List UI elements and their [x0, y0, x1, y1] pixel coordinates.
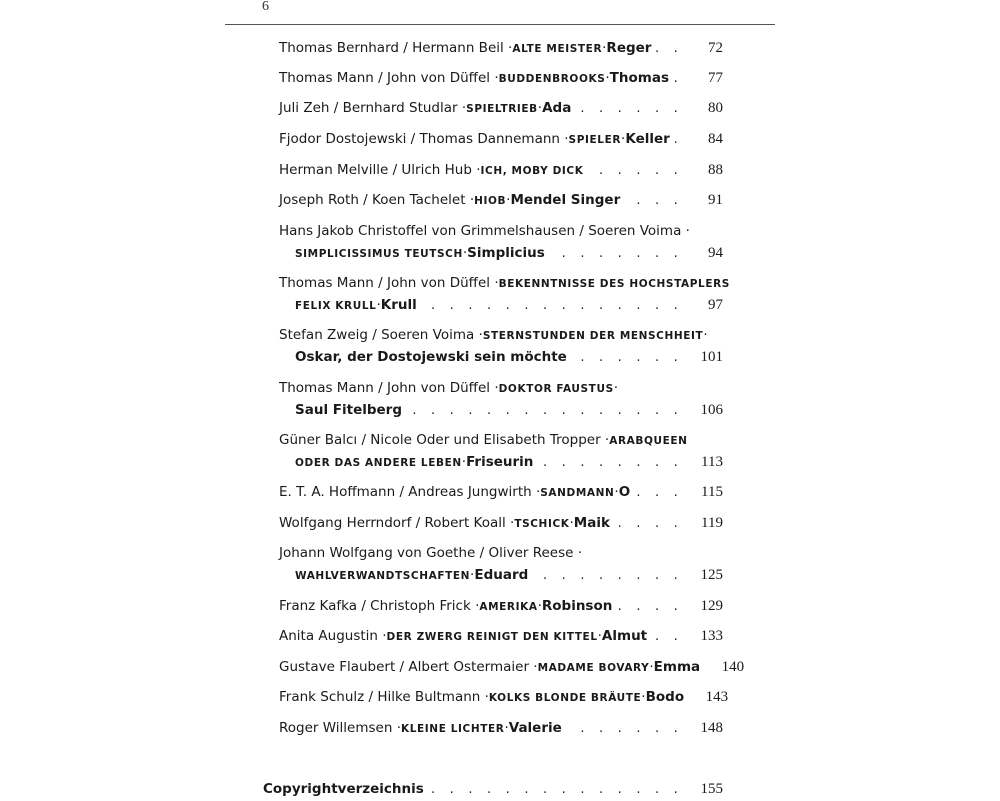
copyright-page: 155: [700, 781, 723, 797]
dot-leader: [421, 295, 683, 317]
entry-page: 133: [700, 628, 723, 644]
entry-author: Gustave Flaubert / Albert Ostermaier ·: [279, 659, 538, 675]
entry-work: AMERIKA: [479, 601, 538, 613]
entry-role: Bodo: [645, 689, 685, 705]
entry-role: Oskar, der Dostojewski sein möchte: [295, 349, 567, 365]
entry-role: Emma: [653, 659, 701, 675]
entry-work: DER ZWERG REINIGT DEN KITTEL: [386, 631, 598, 643]
entry-role: Krull: [380, 297, 417, 313]
entry-work: ARABQUEEN: [609, 435, 688, 447]
entry-page: 94: [708, 245, 723, 261]
entry-work: KOLKS BLONDE BRÄUTE: [488, 692, 642, 704]
dot-leader: [624, 190, 683, 212]
copyright-label: Copyrightverzeichnis: [263, 781, 424, 797]
entry-separator: ·: [597, 628, 602, 644]
toc-entry[interactable]: [279, 717, 723, 739]
toc-entry[interactable]: [279, 481, 723, 503]
entry-separator: ·: [461, 454, 467, 470]
entry-separator: ·: [621, 131, 626, 147]
entry-page: 72: [708, 40, 723, 56]
entry-work: BEKENNTNISSE DES HOCHSTAPLERS: [498, 278, 730, 290]
toc-entry[interactable]: [279, 97, 723, 119]
copyright-entry[interactable]: [263, 778, 723, 800]
dot-leader: [571, 347, 683, 369]
toc-entry[interactable]: [279, 37, 723, 59]
entry-separator: ·: [537, 100, 543, 116]
entry-separator: ·: [569, 515, 574, 531]
entry-role: Keller: [625, 131, 670, 147]
entry-role: Simplicius: [467, 245, 545, 261]
entry-separator: ·: [613, 380, 619, 396]
entry-author: Franz Kafka / Christoph Frick ·: [279, 598, 480, 614]
toc-entry[interactable]: [279, 512, 723, 534]
entry-separator: ·: [376, 297, 381, 313]
entry-author: E. T. A. Hoffmann / Andreas Jungwirth ·: [279, 484, 541, 500]
entry-work: MADAME BOVARY: [537, 662, 650, 674]
entry-author: Hans Jakob Christoffel von Grimmelshausen / Soeren Voima ·: [279, 223, 690, 239]
entry-author: Thomas Mann / John von Düffel ·: [279, 380, 499, 396]
entry-separator: ·: [470, 567, 475, 583]
dot-leader: [406, 400, 683, 422]
entry-author: Joseph Roth / Koen Tachelet ·: [279, 192, 475, 208]
toc-entry[interactable]: [279, 159, 723, 181]
dot-leader: [428, 779, 683, 801]
entry-page: 119: [701, 515, 723, 531]
dot-leader: [614, 513, 683, 535]
entry-page: 101: [700, 349, 723, 365]
entry-author: Fjodor Dostojewski / Thomas Dannemann ·: [279, 131, 569, 147]
entry-author: Stefan Zweig / Soeren Voima ·: [279, 327, 483, 343]
dot-leader: [651, 626, 683, 648]
dot-leader: [549, 243, 683, 265]
entry-work: DOKTOR FAUSTUS: [498, 383, 614, 395]
dot-leader: [532, 565, 683, 587]
dot-leader: [575, 98, 683, 120]
entry-role: Thomas: [609, 70, 669, 86]
entry-separator: ·: [614, 484, 619, 500]
entry-role: Robinson: [541, 598, 613, 614]
entry-work: KLEINE LICHTER: [401, 723, 505, 735]
entry-page: 97: [708, 297, 723, 313]
entry-author: Thomas Mann / John von Düffel ·: [279, 70, 499, 86]
entry-work: ICH, MOBY DICK: [480, 165, 584, 177]
entry-author: Güner Balcı / Nicole Oder und Elisabeth Tropper ·: [279, 432, 610, 448]
entry-work: WAHLVERWANDTSCHAFTEN: [295, 570, 471, 582]
dot-leader: [634, 482, 683, 504]
entry-author: Frank Schulz / Hilke Bultmann ·: [279, 689, 489, 705]
entry-author: Anita Augustin ·: [279, 628, 387, 644]
entry-work: ALTE MEISTER: [512, 43, 603, 55]
entry-role: Reger: [606, 40, 652, 56]
toc-entry[interactable]: [279, 324, 723, 368]
entry-work: HIOB: [474, 195, 507, 207]
entry-page: 115: [701, 484, 723, 500]
entry-separator: ·: [605, 70, 610, 86]
entry-author: Roger Willemsen ·: [279, 720, 401, 736]
entry-author: Thomas Mann / John von Düffel ·: [279, 275, 499, 291]
page-number: 6: [262, 0, 269, 14]
entry-work: BUDDENBROOKS: [498, 73, 606, 85]
toc-entry[interactable]: [279, 686, 729, 708]
entry-page: 125: [700, 567, 723, 583]
toc-entry[interactable]: [279, 272, 730, 316]
entry-role: Friseurin: [466, 454, 534, 470]
entry-page: 88: [708, 162, 723, 178]
dot-leader: [537, 452, 683, 474]
entry-page: 91: [708, 192, 723, 208]
dot-leader: [673, 68, 683, 90]
entry-separator: ·: [462, 245, 468, 261]
entry-author: Juli Zeh / Bernhard Studlar ·: [279, 100, 467, 116]
dot-leader: [655, 38, 683, 60]
toc-entry[interactable]: [279, 67, 723, 89]
entry-author: Johann Wolfgang von Goethe / Oliver Reese ·: [279, 545, 583, 561]
entry-page: 84: [708, 131, 723, 147]
entry-role: Mendel Singer: [510, 192, 621, 208]
entry-role: Valerie: [508, 720, 562, 736]
entry-separator: ·: [537, 598, 542, 614]
dot-leader: [616, 596, 683, 618]
entry-role: Ada: [542, 100, 572, 116]
entry-author: Thomas Bernhard / Hermann Beil ·: [279, 40, 513, 56]
toc-entry[interactable]: [279, 377, 723, 421]
entry-role: Saul Fitelberg: [295, 402, 402, 418]
entry-page: 140: [721, 659, 745, 675]
toc-entry[interactable]: [279, 656, 745, 678]
entry-page: 129: [700, 598, 723, 614]
entry-work: SPIELER: [568, 134, 622, 146]
entry-page: 113: [701, 454, 723, 470]
entry-work: SIMPLICISSIMUS TEUTSCH: [295, 248, 463, 260]
toc-entry[interactable]: [279, 595, 723, 617]
entry-page: 77: [708, 70, 723, 86]
entry-author: Herman Melville / Ulrich Hub ·: [279, 162, 481, 178]
toc-entry[interactable]: [279, 128, 723, 150]
entry-work: SANDMANN: [540, 487, 615, 499]
entry-work-continued: FELIX KRULL: [295, 300, 377, 312]
entry-separator: ·: [504, 720, 509, 736]
entry-page: 80: [708, 100, 723, 116]
toc-entry[interactable]: [279, 429, 723, 473]
entry-page: 106: [700, 402, 723, 418]
entry-role: Maik: [573, 515, 610, 531]
entry-separator: ·: [649, 659, 654, 675]
entry-page: 143: [705, 689, 729, 705]
entry-role: O: [618, 484, 631, 500]
entry-work: SPIELTRIEB: [466, 103, 538, 115]
entry-separator: ·: [641, 689, 646, 705]
entry-role: Almut: [601, 628, 648, 644]
entry-work: STERNSTUNDEN DER MENSCHHEIT: [482, 330, 704, 342]
entry-page: 148: [700, 720, 723, 736]
toc-entry[interactable]: [279, 542, 723, 586]
dot-leader: [566, 718, 683, 740]
entry-role: Eduard: [474, 567, 529, 583]
entry-separator: ·: [602, 40, 607, 56]
entry-author: Wolfgang Herrndorf / Robert Koall ·: [279, 515, 515, 531]
entry-work: TSCHICK: [514, 518, 570, 530]
toc-entry[interactable]: [279, 220, 723, 264]
entry-separator: ·: [703, 327, 708, 343]
entry-separator: ·: [506, 192, 511, 208]
entry-work-continued: ODER DAS ANDERE LEBEN: [295, 457, 462, 469]
dot-leader: [674, 129, 683, 151]
dot-leader: [587, 160, 683, 182]
toc-entry[interactable]: [279, 189, 723, 211]
toc-entry[interactable]: [279, 625, 723, 647]
